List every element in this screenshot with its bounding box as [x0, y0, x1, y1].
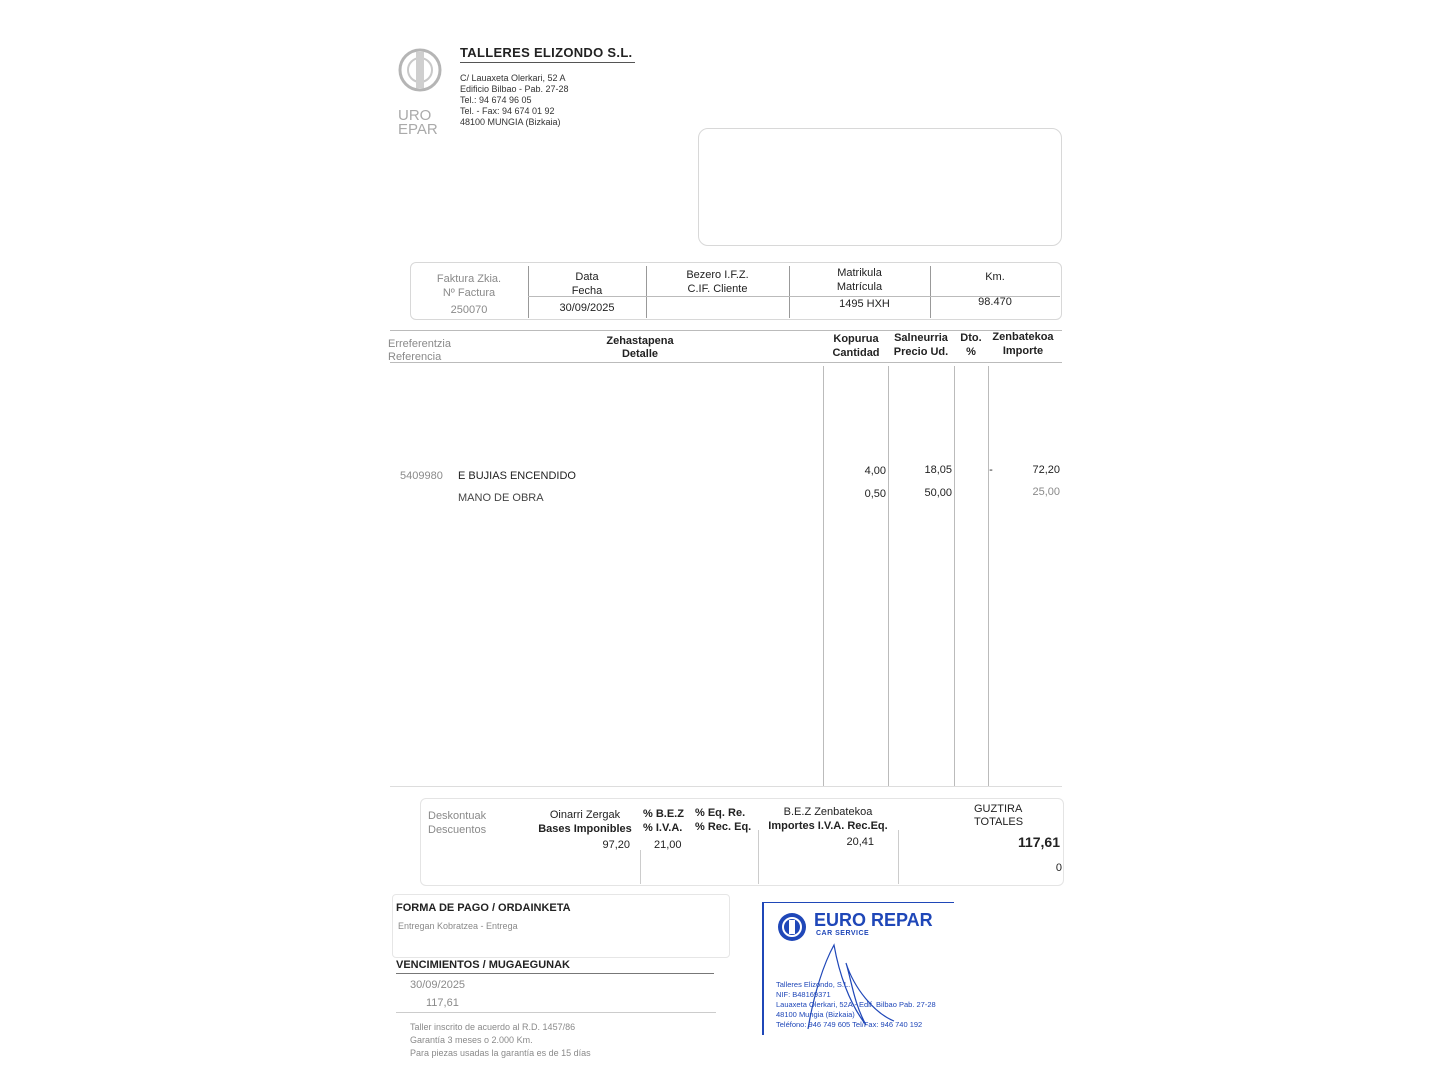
total-extra: 0: [1055, 862, 1062, 874]
col-discount-header: [954, 331, 988, 359]
table-bottom-rule: [390, 786, 1062, 787]
column-divider: [954, 366, 955, 786]
footer-note: Taller inscrito de acuerdo al R.D. 1457/86: [410, 1022, 576, 1032]
company-address: [460, 73, 569, 128]
invoice-no-label: [410, 272, 528, 300]
label-line: Matrikula: [837, 267, 882, 279]
label-line: C.IF. Cliente: [687, 283, 748, 295]
footer-notes: [410, 1021, 591, 1060]
label-line: % Eq. Re.: [695, 807, 746, 819]
table-header-rule: [390, 362, 1062, 363]
header-line: Detalle: [621, 348, 659, 360]
line-qty: 0,50: [864, 488, 886, 500]
header-line: Importe: [1002, 345, 1044, 357]
label-line: Faktura Zkia.: [436, 273, 502, 285]
header-line: %: [966, 346, 976, 358]
logo-emblem-icon: [398, 44, 448, 104]
invoice-date: 30/09/2025: [559, 302, 615, 314]
stamp-line: NIF: B48169371: [776, 990, 831, 999]
header-line: Salneurria: [894, 332, 948, 344]
footer-note: Garantía 3 meses o 2.000 Km.: [410, 1035, 533, 1045]
column-divider: [888, 366, 889, 786]
invoice-no: 250070: [450, 304, 488, 316]
iva-amount-value: 20,41: [846, 836, 874, 848]
line-qty: 4,00: [864, 465, 886, 477]
col-amount-header: [988, 330, 1058, 358]
address-line: Tel. - Fax: 94 674 01 92: [460, 106, 555, 116]
label-line: B.E.Z Zenbatekoa: [783, 806, 873, 818]
line-discount: -: [989, 464, 993, 476]
iva-amount-label: [758, 805, 898, 833]
stamp-sub: CAR SERVICE: [816, 930, 870, 937]
label-line: Data: [575, 271, 599, 283]
label-line: Matrícula: [836, 281, 883, 293]
divider: [640, 850, 641, 884]
payment-method: Entregan Kobratzea - Entrega: [398, 921, 518, 931]
header-line: Referencia: [388, 351, 442, 363]
header-line: Erreferentzia: [388, 338, 451, 350]
line-detail: E BUJIAS ENCENDIDO: [458, 470, 576, 482]
address-line: Tel.: 94 674 96 05: [460, 95, 532, 105]
plate-label: [789, 266, 930, 294]
label-line: % I.V.A.: [643, 822, 683, 834]
line-price: 18,05: [924, 464, 952, 476]
bases-label: [530, 808, 640, 836]
client-address-box: [698, 128, 1062, 246]
label-line: Oinarri Zergak: [549, 809, 621, 821]
discounts-label: [428, 809, 486, 837]
rec-label: [695, 806, 751, 834]
footer-note: Para piezas usadas la garantía es de 15 días: [410, 1048, 591, 1058]
divider: [898, 830, 899, 884]
label-line: Bezero I.F.Z.: [686, 269, 749, 281]
header-line: Cantidad: [832, 347, 880, 359]
col-ref-header: [388, 338, 451, 364]
signature-icon: [794, 933, 904, 1033]
stamp-line: Talleres Elizondo, S.L.: [776, 980, 851, 989]
bases-value: 97,20: [602, 839, 630, 851]
label-line: TOTALES: [974, 816, 1024, 828]
header-line: Precio Ud.: [893, 346, 949, 358]
date-label: [528, 270, 646, 298]
line-amount: 25,00: [1032, 486, 1060, 498]
label-line: % Rec. Eq.: [695, 821, 752, 833]
divider: [758, 830, 759, 884]
label-line: Deskontuak: [428, 810, 487, 822]
label-line: Importes I.V.A. Rec.Eq.: [768, 820, 888, 832]
line-amount: 72,20: [1032, 464, 1060, 476]
header-line: Zenbatekoa: [992, 331, 1054, 343]
stamp-line: Lauaxeta Olerkari, 52A - Edif. Bilbao Pab. 27-28: [776, 1000, 936, 1009]
total-label: [974, 803, 1023, 829]
company-name: TALLERES ELIZONDO S.L.: [460, 45, 633, 60]
col-detail-header: [580, 335, 700, 361]
label-line: Nº Factura: [442, 287, 496, 299]
label-line: GUZTIRA: [974, 803, 1023, 815]
iva-value: 21,00: [654, 839, 682, 851]
line-ref: 5409980: [400, 470, 443, 482]
line-price: 50,00: [924, 487, 952, 499]
due-title: VENCIMIENTOS / MUGAEGUNAK: [396, 959, 570, 971]
address-line: 48100 MUNGIA (Bizkaia): [460, 117, 561, 127]
stamp-line: 48100 Mungia (Bizkaia): [776, 1010, 855, 1019]
km-label: Km.: [985, 271, 1005, 283]
total-value: 117,61: [1017, 834, 1060, 850]
header-line: Kopurua: [833, 333, 879, 345]
stamp-brand: EURO REPAR: [814, 910, 933, 930]
plate-number: 1495 HXH: [839, 298, 890, 310]
logo-text-1: URO: [398, 107, 432, 124]
label-line: Fecha: [571, 285, 603, 297]
stamp-line: Teléfono: 946 749 605 Tel/Fax: 946 740 192: [776, 1020, 923, 1029]
logo-text-2: EPAR: [398, 121, 438, 138]
due-amount: 117,61: [426, 997, 459, 1009]
column-divider: [823, 366, 824, 786]
address-line: C/ Lauaxeta Olerkari, 52 A: [460, 73, 566, 83]
header-line: Zehastapena: [606, 335, 674, 347]
col-price-header: [888, 331, 954, 359]
address-line: Edificio Bilbao - Pab. 27-28: [460, 84, 569, 94]
due-date: 30/09/2025: [410, 979, 466, 991]
label-line: Descuentos: [428, 824, 487, 836]
company-stamp: [762, 902, 954, 1035]
payment-title: FORMA DE PAGO / ORDAINKETA: [396, 902, 571, 914]
company-logo: [398, 44, 448, 139]
iva-label: [643, 807, 684, 835]
header-line: Dto.: [960, 332, 982, 344]
col-qty-header: [824, 332, 888, 360]
due-rule: [396, 973, 714, 974]
company-name-underline: [460, 62, 635, 63]
client-nif-label: [646, 268, 789, 296]
line-detail: MANO DE OBRA: [458, 492, 544, 504]
column-divider: [988, 366, 989, 786]
label-line: % B.E.Z: [643, 808, 684, 820]
due-bottom-rule: [396, 1012, 716, 1013]
label-line: Bases Imponibles: [538, 823, 632, 835]
km-value: 98.470: [978, 296, 1012, 308]
